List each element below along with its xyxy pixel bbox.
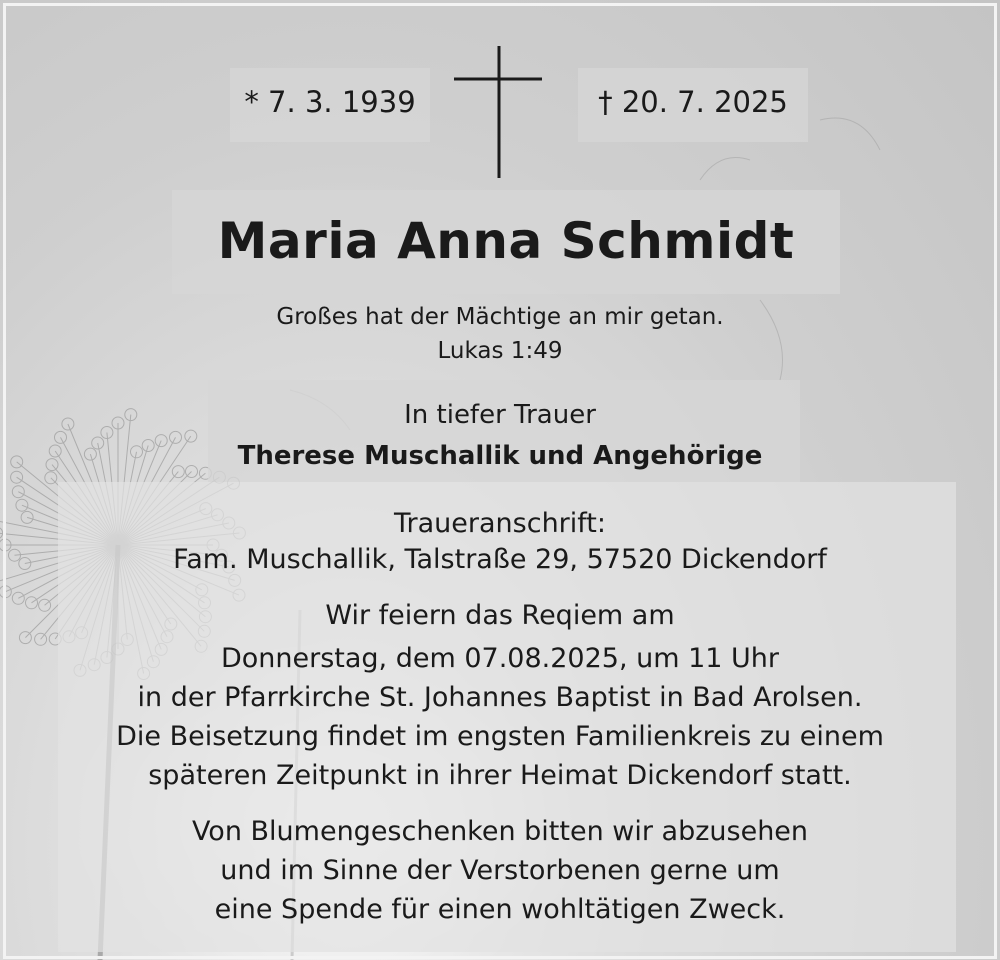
address-label: Traueranschrift:: [394, 508, 606, 539]
cross-icon: [454, 46, 544, 180]
address-line: Fam. Muschallik, Talstraße 29, 57520 Dickendorf: [173, 544, 827, 575]
service-line-1: Wir feiern das Reqiem am: [325, 600, 675, 631]
service-line-2: Donnerstag, dem 07.08.2025, um 11 Uhr: [220, 643, 780, 674]
flowers-line-3: eine Spende für einen wohltätigen Zweck.: [214, 894, 786, 925]
flowers-line-1: Von Blumengeschenken bitten wir abzusehen: [191, 816, 809, 847]
verse-quote: Großes hat der Mächtige an mir getan.: [276, 304, 724, 330]
service-line-3: in der Pfarrkirche St. Johannes Baptist in Bad Arolsen.: [137, 682, 863, 713]
death-date: † 20. 7. 2025: [598, 85, 788, 119]
mourner-names-text: Therese Muschallik und Angehörige: [237, 441, 763, 471]
deceased-name: Maria Anna Schmidt: [217, 212, 795, 270]
mourning-intro: In tiefer Trauer: [404, 400, 596, 430]
verse-reference: Lukas 1:49: [437, 338, 563, 364]
flowers-line-2: und im Sinne der Verstorbenen gerne um: [220, 855, 780, 886]
service-line-5: späteren Zeitpunkt in ihrer Heimat Dickendorf statt.: [148, 760, 852, 791]
mourner-names: [0, 441, 1000, 471]
service-line-4: Die Beisetzung findet im engsten Familienkreis zu einem: [116, 721, 884, 752]
birth-date: * 7. 3. 1939: [244, 85, 416, 119]
